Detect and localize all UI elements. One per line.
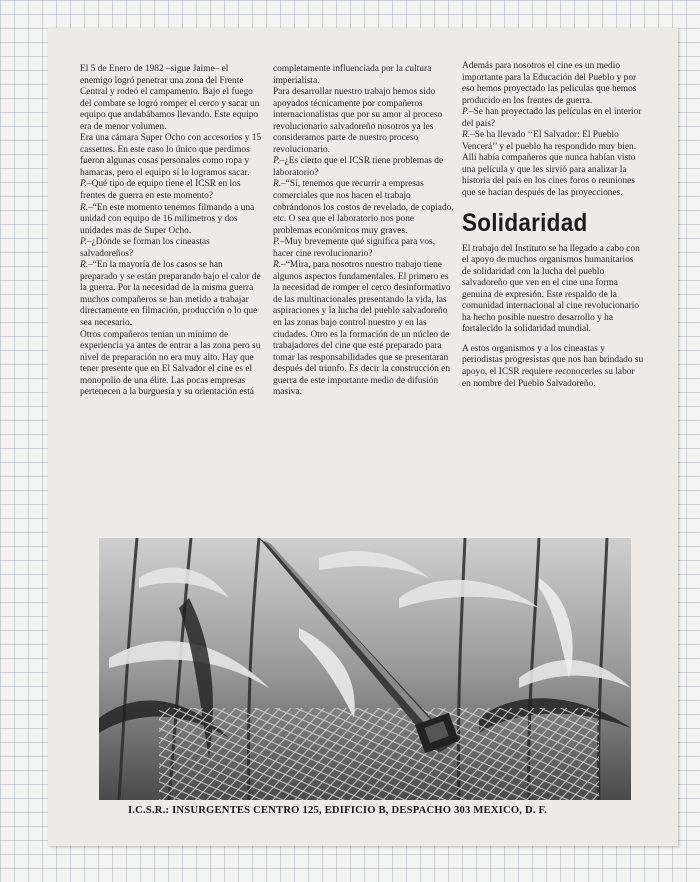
cornfield-photo: [99, 538, 631, 800]
footer-address: I.C.S.R.: INSURGENTES CENTRO 125, EDIFICIO B, DESPACHO 303 MEXICO, D. F.: [128, 805, 548, 816]
speaker-mark: P.–: [273, 156, 285, 167]
paragraph-text: Qué tipo de equipo tiene el ICSR en los frentes de guerra en este momento?: [80, 179, 241, 202]
speaker-mark: P.–: [273, 237, 285, 248]
speaker-mark: P.–: [80, 237, 92, 248]
paragraph-text: ¿Es cierto que el ICSR tiene problemas de laboratorio?: [273, 156, 444, 178]
speaker-mark: R.–: [80, 202, 93, 213]
paragraph: Allí había compañeros que nunca habían visto una película y que les sirvió para analizar la historia del país en los cines foros o reuniones que se hacían después de las proyecciones.: [462, 153, 636, 199]
paragraph-text: Muy brevemente qué significa para vos, hacer cine revolucionario?: [273, 237, 436, 259]
interview-answer: [273, 179, 455, 237]
speaker-mark: R.–: [273, 179, 286, 190]
interview-answer: [80, 260, 262, 329]
paragraph: A estos organismos y a los cineastas y periodistas progresistas que nos han brindado su apoyo, el ICSR requiere reconocerles su labor en nombre del Pueblo Salvadoreño.: [462, 343, 644, 389]
interview-question: [273, 237, 455, 260]
interview-question: [462, 107, 644, 130]
speaker-mark: P.–: [80, 179, 92, 190]
paragraph: Para desarrollar nuestro trabajo hemos sido apoyados técnicamente por compañeros internacionalistas que por su amor al proceso revolucionario salvadoreño nosotros ya les consideramos parte de nuestro proceso revolucionario.: [273, 87, 443, 155]
cornfield-illustration: [99, 538, 631, 800]
interview-answer: [80, 203, 262, 238]
paragraph: completamente influenciada por la cultura imperialista.: [273, 64, 432, 86]
paragraph-gap: [462, 336, 644, 344]
paragraph-text: “Mira, para nosotros nuestro trabajo tiene algunos aspectos fundamentales. El primero es la necesidad de romper el cerco desinformativo de las multinacionales presentando la vida, las aspiraciones y la lucha del pueblo salvadoreño en las zonas bajo control nuestro y en las ciudades. Otro es la formación de un núcleo de trabajadores del cine que esté preparado para tomar las responsabilidades que se presentaran después del triunfo. Es decir la construcción en guerra de este importante medio de difusión masiva.: [273, 260, 451, 398]
text-column-middle: [273, 64, 455, 399]
paragraph: El trabajo del Instituto se ha llegado a cabo con el apoyo de muchos organismos humanitarios de solidaridad con la lucha del pueblo salvadoreño que ven en el cine una forma genuina de expresión. Este respaldo de la comunidad internacional al cine revolucionario ha hecho posible nuestro desarrollo y ha fortalecido la solidaridad mundial.: [462, 243, 640, 335]
speaker-mark: R.–: [462, 130, 475, 141]
paragraph: Otros compañeros tenían un mínimo de experiencia ya antes de entrar a las zona pero su nivel de preparación no era muy alto. Hay que tener presente que en El Salvador el cine es el monopolio de una élite. Las pocas empresas pertenecen a la burguesía y su orientación está: [80, 329, 261, 398]
section-heading: Solidaridad: [462, 208, 588, 237]
paragraph: Además para nosotros el cine es un medio importante para la Educación del Pueblo y por eso hemos proyectado las películas que hemos producido en los frentes de guerra.: [462, 61, 637, 106]
speaker-mark: P.–: [462, 107, 474, 118]
paragraph: Era una cámara Super Ocho con accesorios y 15 cassettes. En este caso lo único que perdimos fueron algunas cosas personales como ropa y hamacas, pero el equipo sí lo logramos sacar.: [80, 133, 262, 178]
paragraph: El 5 de Enero de 1982 –sigue Jaime– el enemigo logró penetrar una zona del Frente Central y rodeó el campamento. Bajo el fuego del combate se logró romper el cerco y sacar un equipo que andabábamos llevando. Este equipo era de menor volumen.: [80, 64, 260, 132]
interview-question: [80, 179, 262, 202]
magazine-page: [48, 28, 678, 846]
paragraph-text: ¿Dónde se forman los cineastas salvadoreños?: [80, 237, 210, 259]
interview-question: [273, 156, 455, 179]
paragraph-text: Se han proyectado las películas en el interior del país?: [462, 107, 642, 129]
interview-question: [80, 237, 262, 260]
paragraph-text: Se ha llevado ‘‘El Salvador: El Pueblo Vencerá’’ y el pueblo ha respondido muy bien.: [462, 130, 637, 152]
paragraph-text: “En la mayoría de los casos se han preparado y se están preparando bajo el calor de la guerra. Por la necesidad de la misma guerra muchos compañeros se han metido a trabajar directamente en filmación, producción o lo que sea necesario.: [80, 260, 261, 329]
paragraph-text: “En este momento tenemos filmando a una unidad con equipo de 16 milímetros y dos unidades mas de Super Ocho.: [80, 202, 255, 236]
interview-answer: [462, 130, 644, 153]
speaker-mark: R.–: [80, 260, 93, 271]
text-column-left: [80, 64, 262, 399]
speaker-mark: R.–: [273, 260, 286, 271]
text-column-right: [462, 61, 644, 390]
interview-answer: [273, 260, 455, 399]
paragraph-text: “Sí, tenemos que recurrir a empresas comerciales que nos hacen el trabajo cobrándonos los costos de revelado, de copiado, etc. O sea que el laboratorio nos pone problemas económicos muy graves.: [273, 179, 454, 236]
